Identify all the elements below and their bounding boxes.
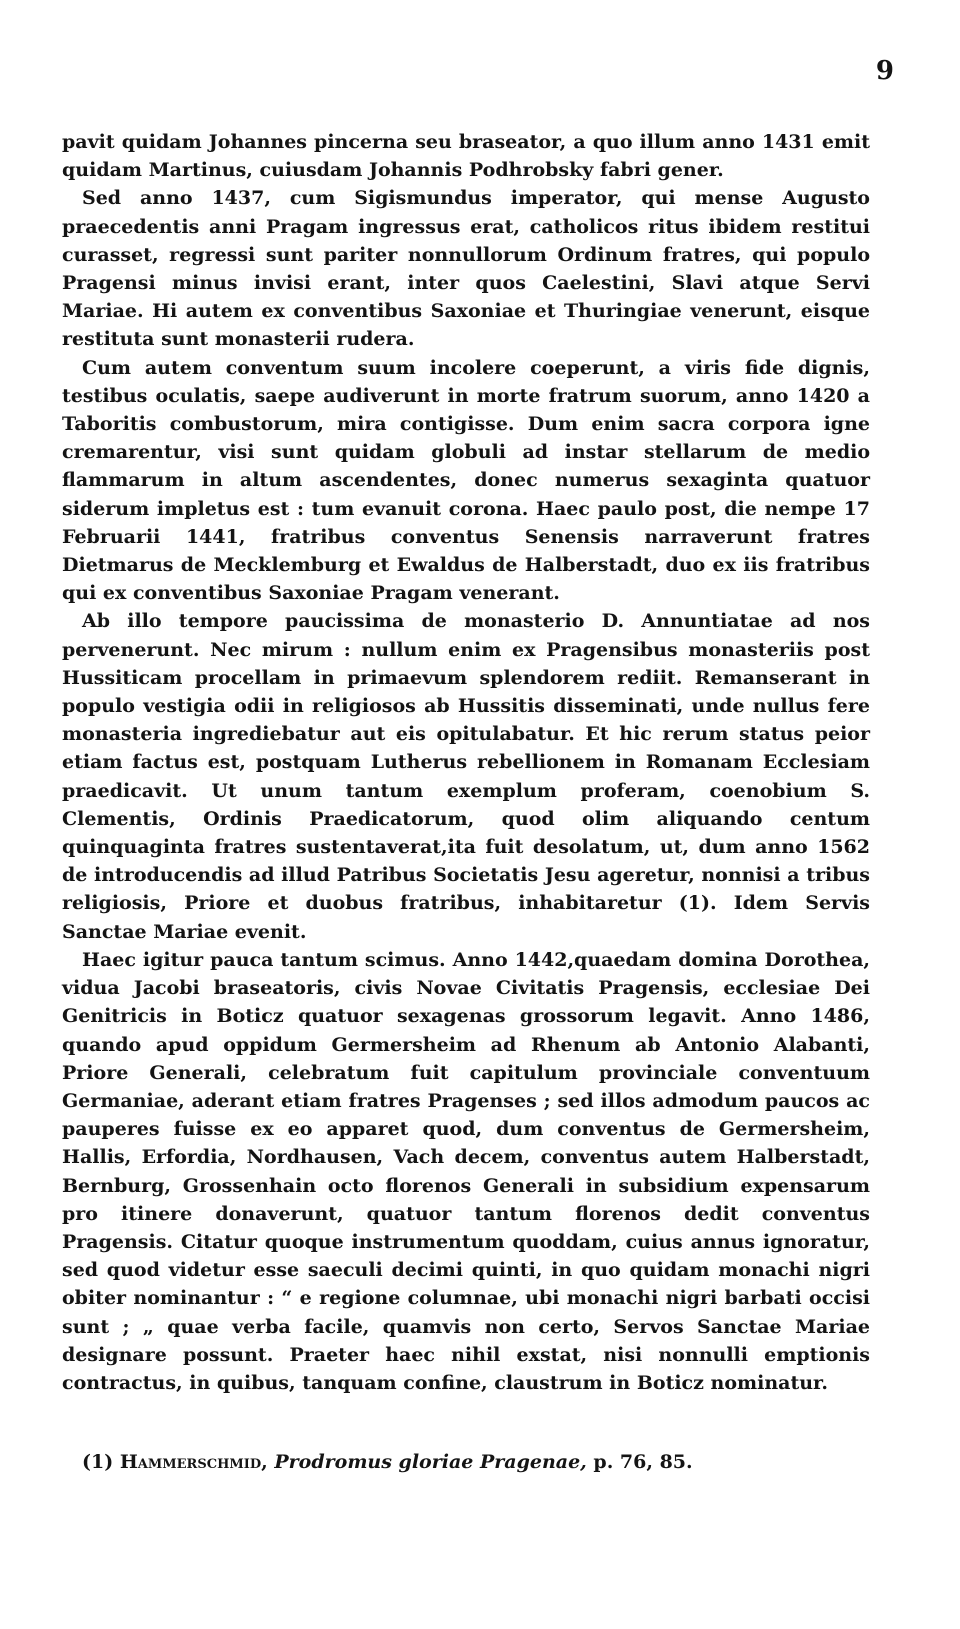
paragraph: Haec igitur pauca tantum scimus. Anno 1442,quaedam domina Dorothea, vidua Jacobi braseatoris, civis Novae Civitatis Pragensis, ecclesiae Dei Genitricis in Boticz quatuor sexagenas grossorum legavit. Anno 1486, quando apud oppidum Germersheim ad Rhenum ab Antonio Alabanti, Priore Generali, celebratum fuit capitulum provinciale conventuum Germaniae, aderant etiam fratres Pragenses ; sed illos admodum paucos ac pauperes fuisse ex eo apparet quod, dum conventus de Germersheim, Hallis, Erfordia, Nordhausen, Vach decem, conventus autem Halberstadt, Bernburg, Grossenhain octo florenos Generali in subsidium expensarum pro itinere donaverunt, quatuor tantum florenos dedit conventus Pragensis. Citatur quoque instrumentum quoddam, cuius annus ignoratur, sed quod videtur esse saeculi decimi quinti, in quo quidam monachi nigri obiter nominantur : “ e regione columnae, ubi monachi nigri barbati occisi sunt ; „ quae verba facile, quamvis non certo, Servos Sanctae Mariae designare possunt. Praeter haec nihil exstat, nisi nonnulli emptionis contractus, in quibus, tanquam confine, claustrum in Boticz nominatur. <box>62 948 870 1394</box>
footnote-reference: p. 76, 85. <box>593 1451 693 1473</box>
paragraph: Cum autem conventum suum incolere coeperunt, a viris fide dignis, testibus oculatis, saepe audiverunt in morte fratrum suorum, anno 1420 a Taboritis combustorum, mira contigisse. Dum enim sacra corpora igne cremarentur, visi sunt quidam globuli ad instar stellarum de medio flammarum in altum ascendentes, donec numerus sexaginta quatuor siderum impletus est : tum evanuit corona. Haec paulo post, die nempe 17 Februarii 1441, fratribus conventus Senensis narraverunt fratres Dietmarus de Mecklemburg et Ewaldus de Halberstadt, duo ex iis fratribus qui ex conventibus Saxoniae Pragam venerant. <box>62 356 870 605</box>
footnote-marker: (1) <box>82 1451 114 1473</box>
paragraph: Sed anno 1437, cum Sigismundus imperator, qui mense Augusto praecedentis anni Pragam ingressus erat, catholicos ritus ibidem restitui curasset, regressi sunt pariter nonnullorum Ordinum fratres, qui populo Pragensi minus invisi erant, inter quos Caelestini, Slavi atque Servi Mariae. Hi autem ex conventibus Saxoniae et Thuringiae venerunt, eisque restituta sunt monasterii rudera. <box>62 187 870 351</box>
page-number: 9 <box>875 56 894 86</box>
paragraph: Ab illo tempore paucissima de monasterio D. Annuntiatae ad nos pervenerunt. Nec mirum : nullum enim ex Pragensibus monasteriis post Hussiticam procellam in primaevum splendorem rediit. Remanserant in populo vestigia odii in religiosos ab Hussitis disseminati, unde nullus fere monasteria ingrediebatur aut eis opitulabatur. Et hic rerum status peior etiam factus est, postquam Lutherus rebellionem in Romanam Ecclesiam praedicavit. Ut unum tantum exemplum proferam, coenobium S. Clementis, Ordinis Praedicatorum, quod olim aliquando centum quinquaginta fratres sustentaverat,ita fuit desolatum, ut, dum anno 1562 de introducendis ad illud Patribus Societatis Jesu ageretur, nonnisi a tribus religiosis, Priore et duobus fratribus, inhabitaretur (1). Idem Servis Sanctae Mariae evenit. <box>62 610 870 943</box>
footnote-author: Hammerschmid, <box>119 1451 268 1473</box>
paragraph-continuation: pavit quidam Johannes pincerna seu braseator, a quo illum anno 1431 emit quidam Martinus, cuiusdam Johannis Podhrobsky fabri gener. <box>62 131 870 182</box>
footnote <box>82 1448 862 1476</box>
footnote-title: Prodromus gloriae Pragenae, <box>274 1451 587 1473</box>
body-text <box>62 128 870 1397</box>
